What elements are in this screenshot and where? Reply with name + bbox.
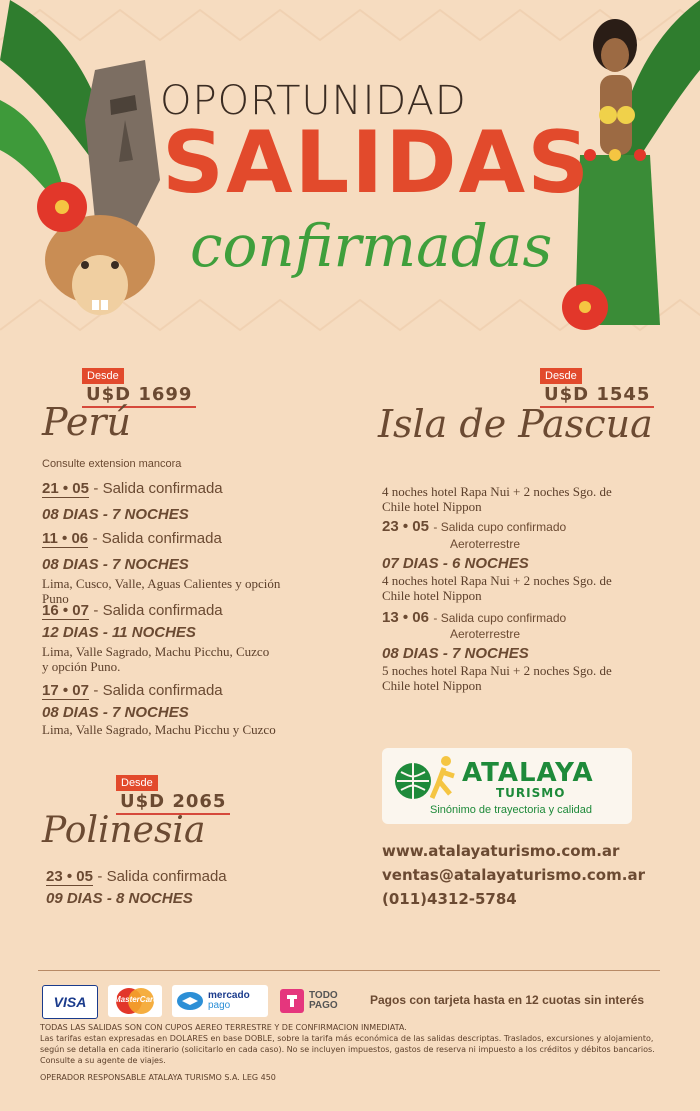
pascua-departure-1 — [382, 518, 632, 536]
departure-status-2: Aeroterrestre — [450, 627, 521, 641]
contact-phone: (011)4312-5784 — [382, 890, 517, 908]
pascua-title: Isla de Pascua — [378, 402, 653, 446]
peru-note: Consulte extension mancora — [42, 458, 182, 470]
departure-days: 08 DIAS - 7 NOCHES — [42, 556, 189, 573]
departure-days: 08 DIAS - 7 NOCHES — [42, 704, 189, 721]
brand-sub: TURISMO — [496, 786, 566, 800]
departure-detail: 4 noches hotel Rapa Nui + 2 noches Sgo. de Chile hotel Nippon — [382, 573, 612, 603]
departure-date: 23 • 05 — [382, 518, 429, 535]
departure-date: 11 • 06 — [42, 530, 89, 547]
brand-slogan: Sinónimo de trayectoria y calidad — [430, 804, 593, 816]
polinesia-price: U$D 2065 — [116, 791, 230, 815]
visa-logo: VISA — [42, 985, 98, 1019]
polinesia-departure-1 — [46, 868, 286, 890]
departure-date: 21 • 05 — [42, 480, 89, 497]
mercado-label: mercado — [208, 990, 250, 1001]
departure-status: - Salida confirmada — [93, 682, 223, 699]
peru-departure-1 — [42, 480, 302, 506]
brand-name: ATALAYA — [462, 758, 594, 788]
handshake-icon — [176, 991, 204, 1011]
mercadopago-logo — [172, 985, 268, 1017]
mastercard-label: MasterCard — [114, 995, 159, 1004]
departure-days: 08 DIAS - 7 NOCHES — [42, 506, 189, 523]
contact-web-link[interactable]: www.atalayaturismo.com.ar — [382, 842, 620, 860]
peru-title: Perú — [42, 400, 131, 444]
pascua-badge: Desde — [540, 368, 582, 384]
departure-detail: Lima, Valle Sagrado, Machu Picchu, Cuzco y opción Puno. — [42, 644, 270, 674]
mastercard-logo — [108, 985, 162, 1017]
departure-status: - Salida confirmada — [97, 868, 227, 885]
polinesia-departures — [46, 868, 286, 907]
departure-days: 08 DIAS - 7 NOCHES — [382, 645, 529, 662]
pascua-intro: 4 noches hotel Rapa Nui + 2 noches Sgo. de Chile hotel Nippon — [382, 484, 612, 514]
departure-status: - Salida confirmada — [93, 602, 223, 619]
payments-text: Pagos con tarjeta hasta en 12 cuotas sin interés — [370, 993, 645, 1007]
runner-icon — [430, 754, 458, 804]
departure-days: 07 DIAS - 6 NOCHES — [382, 555, 529, 572]
departure-date: 13 • 06 — [382, 609, 429, 626]
hero-title-salidas: SALIDAS — [162, 113, 592, 213]
legal-text — [40, 1022, 665, 1083]
hero-title-oportunidad: OPORTUNIDAD — [160, 78, 467, 124]
atalaya-logo — [382, 748, 632, 824]
polinesia-price-block — [116, 773, 230, 812]
legal-line-3: OPERADOR RESPONSABLE ATALAYA TURISMO S.A. LEG 450 — [40, 1073, 276, 1082]
pascua-departures — [382, 484, 632, 693]
hero-title-confirmadas: confirmadas — [190, 212, 553, 280]
departure-date: 17 • 07 — [42, 682, 89, 699]
pascua-price-block — [540, 366, 654, 405]
pago2-label: PAGO — [309, 1000, 338, 1011]
footer-divider — [38, 970, 660, 971]
peru-departure-3 — [42, 602, 302, 624]
departure-status: - Salida cupo confirmado — [433, 611, 567, 625]
departure-detail: Lima, Cusco, Valle, Aguas Calientes y opción Puno — [42, 576, 281, 606]
departure-status: - Salida confirmada — [93, 480, 223, 497]
peru-departure-4 — [42, 682, 302, 704]
departure-detail: 5 noches hotel Rapa Nui + 2 noches Sgo. de Chile hotel Nippon — [382, 663, 612, 693]
pago-label: pago — [208, 1000, 231, 1011]
pascua-departure-2 — [382, 609, 632, 627]
todo-label: TODO — [309, 990, 338, 1001]
departure-status: - Salida cupo confirmado — [433, 520, 567, 534]
hibiscus-flower-right — [560, 282, 610, 332]
peru-departures — [42, 480, 302, 737]
globe-icon — [392, 760, 434, 802]
peru-badge: Desde — [82, 368, 124, 384]
contact-email-link[interactable]: ventas@atalayaturismo.com.ar — [382, 866, 645, 884]
legal-line-1: TODAS LAS SALIDAS SON CON CUPOS AEREO TERRESTRE Y DE CONFIRMACION INMEDIATA. — [40, 1023, 407, 1032]
departure-date: 23 • 05 — [46, 868, 93, 885]
polinesia-title: Polinesia — [42, 810, 206, 851]
legal-line-2: Las tarifas estan expresadas en DOLARES en base DOBLE, sobre la tarifa más económica de las salidas descriptas. Traslados, excursiones y alojamiento, según se detalla en cada itinerario (solicitarlo en cada caso). No se incluyen impuestos, gastos de reserva ni impuesto a los créditos y débitos bancarios. Consulte a su agente de viajes. — [40, 1034, 655, 1065]
departure-days: 12 DIAS - 11 NOCHES — [42, 624, 196, 641]
peru-price: U$D 1699 — [82, 384, 196, 408]
todopago-icon — [280, 989, 304, 1013]
departure-date: 16 • 07 — [42, 602, 89, 619]
pascua-price: U$D 1545 — [540, 384, 654, 408]
polinesia-badge: Desde — [116, 775, 158, 791]
departure-status-2: Aeroterrestre — [450, 537, 521, 551]
departure-days: 09 DIAS - 8 NOCHES — [46, 890, 193, 907]
hibiscus-flower-left — [35, 180, 90, 235]
peru-departure-2 — [42, 530, 302, 556]
todopago-logo — [280, 985, 360, 1017]
departure-status: - Salida confirmada — [92, 530, 222, 547]
departure-detail: Lima, Valle Sagrado, Machu Picchu y Cuzco — [42, 722, 276, 737]
